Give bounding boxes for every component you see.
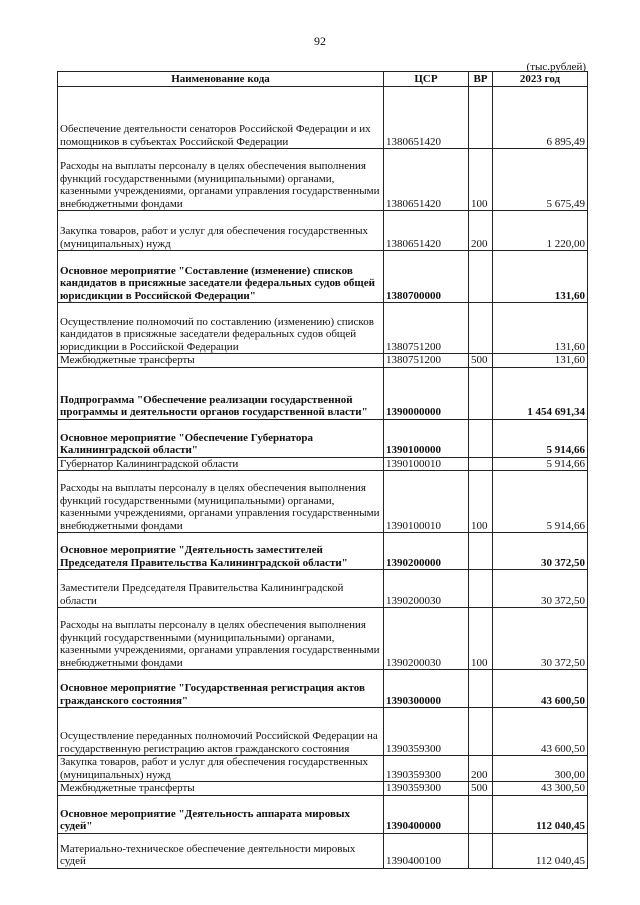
row-name: Расходы на выплаты персоналу в целях обеспечения выполнения функций государственными (муниципальными) органами, казенными учреждениями, органами управления государственными внебюджетными фондами <box>58 471 384 533</box>
row-sum: 30 372,50 <box>493 608 588 670</box>
row-sum: 5 914,66 <box>493 471 588 533</box>
row-sum: 131,60 <box>493 251 588 303</box>
row-name: Осуществление полномочий по составлению (изменению) списков кандидатов в присяжные заседатели федеральных судов общей юрисдикции в Российской Федерации <box>58 303 384 354</box>
page-number: 92 <box>314 34 326 48</box>
table-row <box>58 149 588 211</box>
row-sum: 112 040,45 <box>493 833 588 868</box>
row-vr <box>469 251 493 303</box>
row-csr: 1380651420 <box>384 87 469 149</box>
row-sum: 300,00 <box>493 756 588 782</box>
row-name: Обеспечение деятельности сенаторов Российской Федерации и их помощников в субъектах Российской Федерации <box>58 87 384 149</box>
row-vr <box>469 570 493 608</box>
table-row <box>58 354 588 368</box>
row-name: Основное мероприятие "Деятельность заместителей Председателя Правительства Калининградской области" <box>58 533 384 570</box>
row-csr: 1390100010 <box>384 457 469 471</box>
row-csr: 1390400000 <box>384 795 469 833</box>
table-row <box>58 795 588 833</box>
row-sum: 43 300,50 <box>493 782 588 796</box>
row-vr: 100 <box>469 471 493 533</box>
row-vr <box>469 303 493 354</box>
row-csr: 1390300000 <box>384 670 469 708</box>
row-vr <box>469 457 493 471</box>
header-sum: 2023 год <box>493 72 588 87</box>
row-csr: 1390000000 <box>384 367 469 419</box>
row-vr <box>469 833 493 868</box>
row-vr <box>469 795 493 833</box>
table-row <box>58 608 588 670</box>
row-sum: 131,60 <box>493 303 588 354</box>
row-sum: 6 895,49 <box>493 87 588 149</box>
row-name: Межбюджетные трансферты <box>58 782 384 796</box>
row-csr: 1390400100 <box>384 833 469 868</box>
row-name: Материально-техническое обеспечение деятельности мировых судей <box>58 833 384 868</box>
row-sum: 112 040,45 <box>493 795 588 833</box>
table-row <box>58 251 588 303</box>
units-label: (тыс.рублей) <box>526 61 586 73</box>
row-vr: 200 <box>469 756 493 782</box>
header-csr: ЦСР <box>384 72 469 87</box>
row-sum: 30 372,50 <box>493 533 588 570</box>
budget-table <box>57 71 588 869</box>
row-name: Основное мероприятие "Составление (изменение) списков кандидатов в присяжные заседатели федеральных судов общей юрисдикции в Российской Федерации" <box>58 251 384 303</box>
row-csr: 1390200000 <box>384 533 469 570</box>
row-name: Основное мероприятие "Деятельность аппарата мировых судей" <box>58 795 384 833</box>
row-sum: 43 600,50 <box>493 670 588 708</box>
row-sum: 5 914,66 <box>493 457 588 471</box>
row-csr: 1380651420 <box>384 149 469 211</box>
row-csr: 1380651420 <box>384 211 469 251</box>
table-row <box>58 211 588 251</box>
table-row <box>58 303 588 354</box>
row-sum: 1 220,00 <box>493 211 588 251</box>
table-row <box>58 87 588 149</box>
row-name: Расходы на выплаты персоналу в целях обеспечения выполнения функций государственными (муниципальными) органами, казенными учреждениями, органами управления государственными внебюджетными фондами <box>58 149 384 211</box>
header-name: Наименование кода <box>58 72 384 87</box>
row-name: Подпрограмма "Обеспечение реализации государственной программы и деятельности органов государственной власти" <box>58 367 384 419</box>
row-csr: 1390200030 <box>384 608 469 670</box>
table-row <box>58 570 588 608</box>
row-vr <box>469 367 493 419</box>
row-name: Расходы на выплаты персоналу в целях обеспечения выполнения функций государственными (муниципальными) органами, казенными учреждениями, органами управления государственными внебюджетными фондами <box>58 608 384 670</box>
row-vr: 500 <box>469 354 493 368</box>
row-name: Основное мероприятие "Государственная регистрация актов гражданского состояния" <box>58 670 384 708</box>
row-sum: 1 454 691,34 <box>493 367 588 419</box>
table-row <box>58 457 588 471</box>
row-name: Закупка товаров, работ и услуг для обеспечения государственных (муниципальных) нужд <box>58 211 384 251</box>
row-sum: 43 600,50 <box>493 708 588 756</box>
row-vr: 200 <box>469 211 493 251</box>
row-csr: 1390200030 <box>384 570 469 608</box>
row-csr: 1390100000 <box>384 419 469 457</box>
header-vr: ВР <box>469 72 493 87</box>
row-vr: 100 <box>469 608 493 670</box>
row-csr: 1390359300 <box>384 782 469 796</box>
row-name: Заместители Председателя Правительства Калининградской области <box>58 570 384 608</box>
row-csr: 1380700000 <box>384 251 469 303</box>
row-name: Губернатор Калининградской области <box>58 457 384 471</box>
table-row <box>58 471 588 533</box>
row-vr <box>469 533 493 570</box>
row-name: Основное мероприятие "Обеспечение Губернатора Калининградской области" <box>58 419 384 457</box>
table-row <box>58 670 588 708</box>
row-vr: 500 <box>469 782 493 796</box>
row-csr: 1390359300 <box>384 708 469 756</box>
row-sum: 131,60 <box>493 354 588 368</box>
table-row <box>58 367 588 419</box>
row-sum: 5 675,49 <box>493 149 588 211</box>
table-row <box>58 833 588 868</box>
table-row <box>58 419 588 457</box>
row-csr: 1390359300 <box>384 756 469 782</box>
table-header-row <box>58 72 588 87</box>
table-row <box>58 782 588 796</box>
row-name: Осуществление переданных полномочий Российской Федерации на государственную регистрацию актов гражданского состояния <box>58 708 384 756</box>
row-vr: 100 <box>469 149 493 211</box>
row-vr <box>469 708 493 756</box>
row-name: Межбюджетные трансферты <box>58 354 384 368</box>
row-csr: 1390100010 <box>384 471 469 533</box>
row-vr <box>469 87 493 149</box>
row-csr: 1380751200 <box>384 303 469 354</box>
row-csr: 1380751200 <box>384 354 469 368</box>
row-sum: 30 372,50 <box>493 570 588 608</box>
table-row <box>58 533 588 570</box>
table-row <box>58 708 588 756</box>
row-vr <box>469 419 493 457</box>
table-row <box>58 756 588 782</box>
row-vr <box>469 670 493 708</box>
row-name: Закупка товаров, работ и услуг для обеспечения государственных (муниципальных) нужд <box>58 756 384 782</box>
row-sum: 5 914,66 <box>493 419 588 457</box>
